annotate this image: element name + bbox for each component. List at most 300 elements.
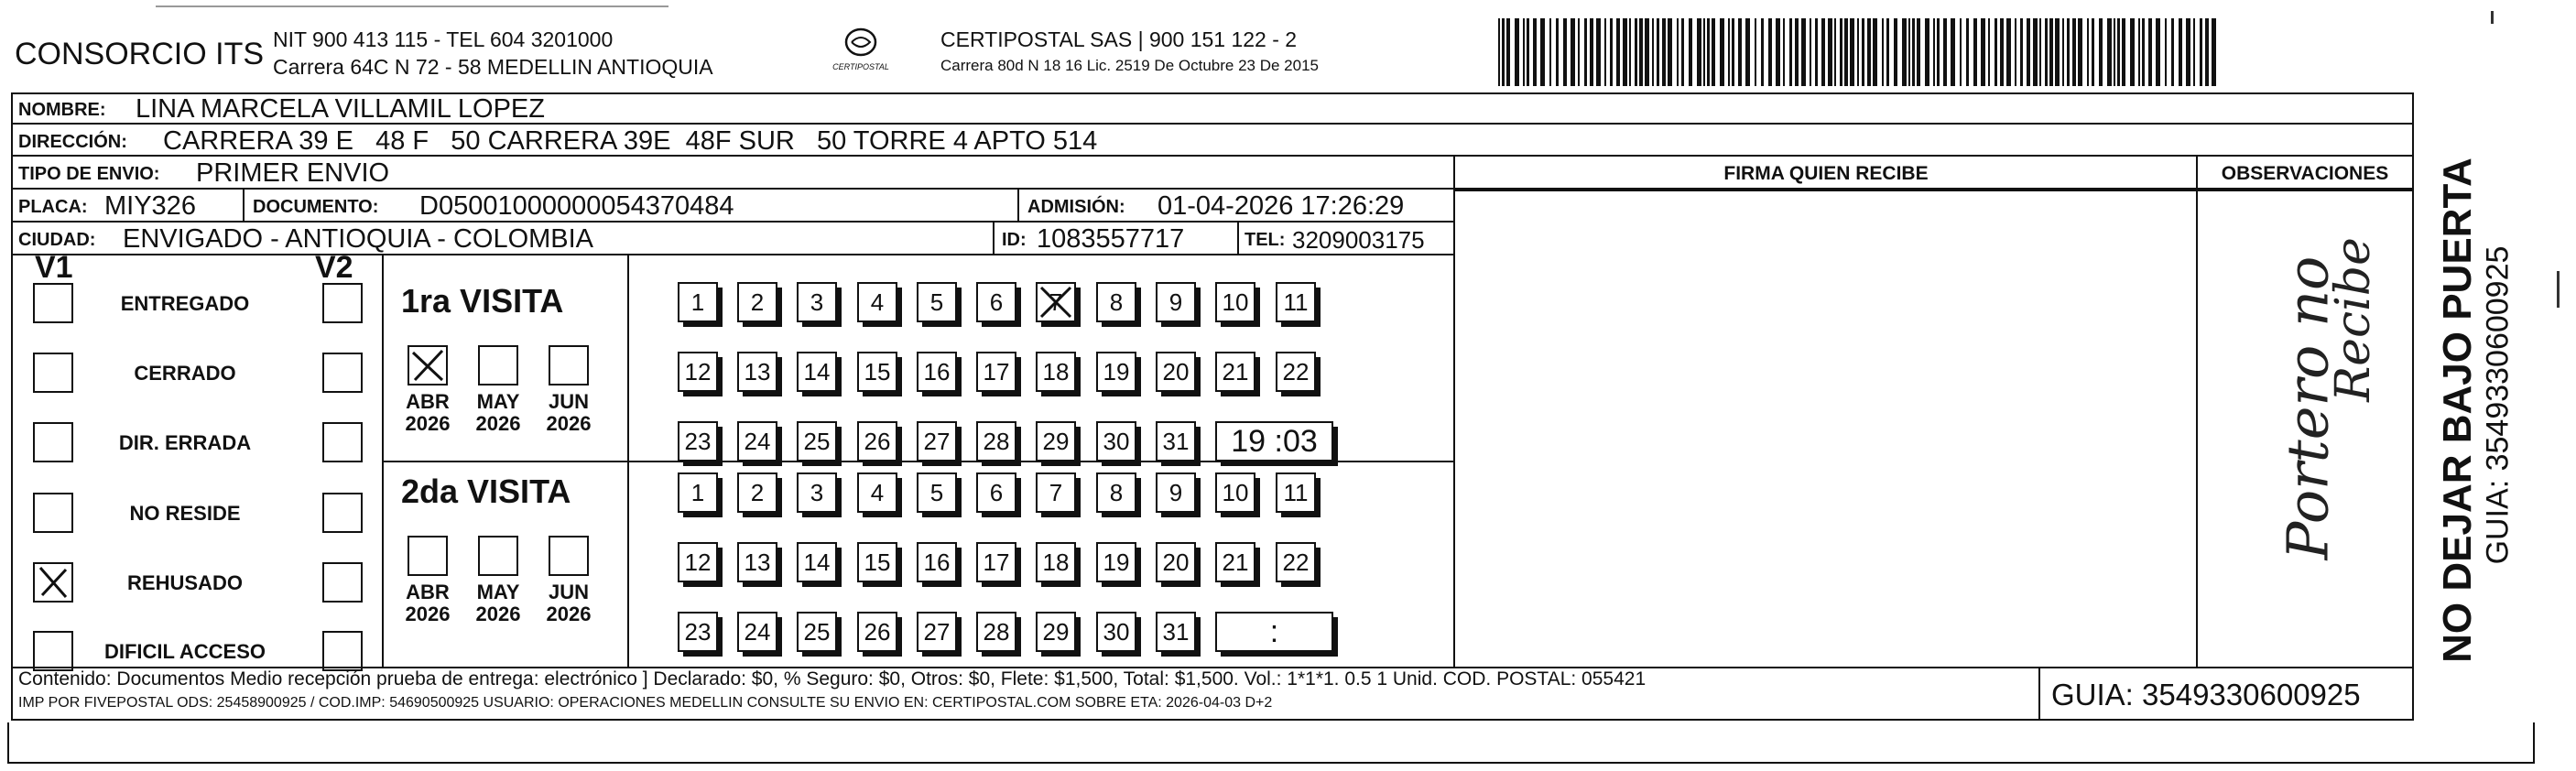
second-visit-month-checkbox[interactable] [408,536,448,576]
day-number: 2 [750,479,765,506]
barcode-bar [1523,18,1525,86]
status-v1-checkbox[interactable] [33,631,73,671]
status-v1-checkbox[interactable] [33,493,73,533]
day-number: 10 [1222,479,1249,506]
check-mark-icon [35,564,71,601]
barcode-bar [1844,18,1848,86]
barcode-bar [1937,18,1940,86]
second-visit-day-box[interactable] [1215,542,1255,582]
first-visit-day-box[interactable] [917,282,957,322]
barcode-bar [2186,18,2190,86]
barcode-bar [2020,18,2023,86]
month-name: JUN [548,581,589,603]
month-year: 2026 [475,412,521,435]
check-mark-icon [409,347,446,384]
first-visit-day-box[interactable] [1096,421,1136,462]
barcode-bar [1789,18,1792,86]
status-v1-checkbox[interactable] [33,422,73,462]
barcode-bar [1502,18,1505,86]
barcode-bar [1966,18,1969,86]
day-number: 13 [744,548,771,576]
barcode-bar [1795,18,1799,86]
second-visit-day-box[interactable] [1096,542,1136,582]
footer-line-2: IMP POR FIVEPOSTAL ODS: 25458900925 / COD.IMP: 54690500925 USUARIO: OPERACIONES MEDELLIN CONSULTE SU ENVIO EN: CERTIPOSTAL.COM SOBRE ETA: 2026-04-03 D+2 [18,695,1273,711]
second-visit-day-box[interactable] [1036,612,1076,652]
day-number: 17 [983,548,1010,576]
first-visit-day-box[interactable] [1156,421,1196,462]
first-visit-day-box[interactable] [797,352,837,392]
barcode-bar [2165,18,2167,86]
day-number: 9 [1168,479,1183,506]
first-visit-day-box[interactable] [1276,282,1316,322]
barcode-bar [1556,18,1559,86]
company-name: CONSORCIO ITS [15,37,265,71]
day-number: 20 [1162,358,1190,386]
second-visit-day-box[interactable] [797,542,837,582]
placa-label: PLACA: [18,197,88,217]
barcode-bar [2006,18,2011,86]
day-number: 30 [1103,428,1130,455]
first-visit-month-label [466,391,530,435]
first-visit-time-box[interactable] [1215,421,1333,462]
second-visit-day-box[interactable] [1096,612,1136,652]
barcode-bar [1902,18,1907,86]
row-direccion [13,125,2412,157]
month-year: 2026 [475,603,521,625]
barcode-bar [2179,18,2182,86]
barcode-bar [1768,18,1772,86]
barcode-bar [2130,18,2135,86]
day-number: 23 [684,618,712,646]
first-visit-month-label [537,391,601,435]
barcode-bar [1689,18,1692,86]
day-number: 27 [923,618,951,646]
barcode-bar [1616,18,1620,86]
barcode-bar [1549,18,1551,86]
barcode-bar [2092,18,2094,86]
barcode-bar [1821,18,1825,86]
certipostal-logo-icon [806,24,916,60]
barcode-bar [1668,18,1672,86]
barcode-bar [2027,18,2030,86]
barcode-bar [1862,18,1864,86]
day-number: 13 [744,358,771,386]
tipo-label: TIPO DE ENVIO: [18,164,160,184]
day-number: 27 [923,428,951,455]
barcode-bar [2055,18,2060,86]
barcode-bar [1728,18,1730,86]
barcode-bar [1571,18,1575,86]
status-label: CERRADO [134,362,236,385]
barcode-bar [1610,18,1613,86]
barcode-bar [1657,18,1659,86]
month-name: ABR [406,390,450,413]
logo-text: CERTIPOSTAL [832,62,889,71]
day-number: 6 [989,479,1004,506]
barcode-bar [2072,18,2076,86]
second-visit-day-box[interactable] [678,472,718,513]
day-number: 7 [1049,479,1063,506]
row-nombre [13,92,2412,125]
barcode-bar [1745,18,1750,86]
first-visit-month-checkbox[interactable] [549,345,589,386]
barcode-bar [1951,18,1955,86]
first-visit-day-box[interactable] [678,282,718,322]
v2-label: V2 [315,250,353,285]
second-visit-day-box[interactable] [857,612,897,652]
first-visit-day-box[interactable] [1156,352,1196,392]
status-v1-checkbox[interactable] [33,353,73,393]
barcode-bar [2205,18,2209,86]
barcode-bar [1810,18,1811,86]
day-number: 7 [1049,288,1063,316]
barcode-bar [2142,18,2145,86]
second-visit-day-box[interactable] [917,542,957,582]
day-number: 28 [983,618,1010,646]
first-visit-day-box[interactable] [1036,282,1076,322]
direccion-label: DIRECCIÓN: [18,132,127,152]
handwritten-line-1: Portero no [2274,255,2342,560]
status-v1-checkbox[interactable] [33,562,73,603]
admision-label: ADMISIÓN: [1027,197,1125,217]
barcode-bar [1894,18,1897,86]
first-visit-day-box[interactable] [678,421,718,462]
first-visit-day-box[interactable] [1156,282,1196,322]
barcode-bar [1840,18,1842,86]
first-visit-month-checkbox[interactable] [478,345,518,386]
documento-value: D05001000000054370484 [419,191,734,221]
day-number: 3 [810,479,824,506]
day-number: 12 [684,548,712,576]
day-number: 19 [1103,548,1130,576]
day-number: 12 [684,358,712,386]
day-number: 1 [690,288,705,316]
month-name: ABR [406,581,450,603]
scan-line-top [156,5,668,7]
day-number: 31 [1162,618,1190,646]
second-visit-day-box[interactable] [917,612,957,652]
barcode-bar [2156,18,2160,86]
tel-value: 3209003175 [1292,226,1425,254]
barcode-bar [1578,18,1580,86]
status-label: ENTREGADO [120,292,250,315]
first-visit-day-box[interactable] [857,421,897,462]
first-visit-day-box[interactable] [737,352,777,392]
second-visit-day-box[interactable] [1156,472,1196,513]
barcode-bar [1677,18,1679,86]
day-number: 31 [1162,428,1190,455]
status-section [13,250,384,667]
barcode-bar [1873,18,1877,86]
barcode-bar [2212,18,2216,86]
day-number: 16 [923,358,951,386]
second-visit-day-box[interactable] [976,612,1016,652]
barcode-bar [1533,18,1537,86]
firma-label: FIRMA QUIEN RECIBE [1723,163,1929,184]
second-visit-day-box[interactable] [797,472,837,513]
barcode-bar [1703,18,1705,86]
barcode-bar [1515,18,1519,86]
divider-signature [1453,157,1455,667]
second-visit-month-checkbox[interactable] [478,536,518,576]
status-v2-checkbox[interactable] [322,493,363,533]
day-number: 30 [1103,618,1130,646]
row-ciudad [13,223,1453,255]
first-visit-day-box[interactable] [797,421,837,462]
first-visit-day-box[interactable] [737,421,777,462]
first-visit-day-box[interactable] [917,421,957,462]
first-visit-day-box[interactable] [1096,352,1136,392]
barcode-bar [1882,18,1884,86]
barcode-bar [2062,18,2064,86]
second-visit-day-box[interactable] [1276,542,1316,582]
observacion-handwritten [2198,191,2414,667]
barcode-bar [1917,18,1920,86]
barcode-bar [1720,18,1724,86]
second-visit-day-box[interactable] [1276,472,1316,513]
first-visit-day-box[interactable] [1096,282,1136,322]
first-visit-day-box[interactable] [1276,352,1316,392]
second-visit-day-box[interactable] [917,472,957,513]
day-number: 11 [1283,479,1309,506]
footer-line-1: Contenido: Documentos Medio recepción prueba de entrega: electrónico ] Declarado: $0, % Seguro: $0, Otros: $0, Flete: $1,500, Total: $1,500. Vol.: 1*1*1. 0.5 1 Unid. COD. POSTAL: 055421 [18,668,1647,690]
month-year: 2026 [546,412,592,435]
day-number: 8 [1109,479,1124,506]
day-number: 4 [870,288,885,316]
barcode-bar [2033,18,2038,86]
margin-mark [2491,11,2494,24]
second-visit-day-box[interactable] [737,542,777,582]
status-label: DIFICIL ACCESO [103,640,266,663]
second-visit-day-box[interactable] [857,472,897,513]
first-visit-month-label [396,391,460,435]
barcode-bar [2015,18,2016,86]
barcode-bar [2099,18,2103,86]
first-visit-day-box[interactable] [737,282,777,322]
second-visit-day-box[interactable] [737,472,777,513]
footer-guia-box [2038,667,2040,721]
first-visit-day-box[interactable] [857,352,897,392]
status-v2-checkbox[interactable] [322,562,363,603]
day-number: 8 [1109,288,1124,316]
second-visit-day-box[interactable] [737,612,777,652]
barcode-bar [1973,18,1977,86]
barcode-bar [2138,18,2140,86]
barcode-bar [1584,18,1587,86]
admision-value: 01-04-2026 17:26:29 [1158,191,1405,221]
second-visit-day-box[interactable] [976,472,1016,513]
second-visit-day-box[interactable] [1036,472,1076,513]
second-visit-month-label [466,581,530,625]
day-number: 25 [803,618,831,646]
placa-value: MIY326 [104,191,196,221]
barcode-bar [1732,18,1734,86]
barcode-bar [1498,18,1500,86]
barcode-bar [1981,18,1985,86]
first-visit-day-box[interactable] [678,352,718,392]
day-number: 20 [1162,548,1190,576]
day-number: 24 [744,618,771,646]
barcode-bar [2200,18,2202,86]
first-visit-day-box[interactable] [1036,352,1076,392]
day-number: 6 [989,288,1004,316]
first-visit-day-box[interactable] [857,282,897,322]
barcode-bar [1629,18,1631,86]
month-name: MAY [476,390,520,413]
barcode-bar [2000,18,2004,86]
first-visit-day-box[interactable] [917,352,957,392]
barcode-bar [1652,18,1654,86]
side-text [2418,92,2518,721]
id-value: 1083557717 [1037,224,1185,254]
status-v1-checkbox[interactable] [33,283,73,323]
barcode-bar [1755,18,1756,86]
second-visit-day-box[interactable] [797,612,837,652]
month-name: MAY [476,581,520,603]
barcode-bar [2114,18,2115,86]
barcode-bar [1527,18,1529,86]
day-number: 18 [1042,358,1070,386]
day-number: 26 [864,618,891,646]
barcode-bar [1639,18,1643,86]
first-visit-day-box[interactable] [976,421,1016,462]
first-visit-label: 1ra VISITA [401,282,564,320]
first-visit-day-box[interactable] [1215,282,1255,322]
ciudad-value: ENVIGADO - ANTIOQUIA - COLOMBIA [123,224,594,254]
day-number: 1 [690,479,705,506]
barcode-bar [1761,18,1764,86]
barcode-bar [2117,18,2120,86]
barcode-bar [1943,18,1947,86]
barcode-bar [2078,18,2082,86]
barcode-bar [2039,18,2041,86]
barcode-bar [1697,18,1701,86]
day-number: 2 [750,288,765,316]
status-v2-checkbox[interactable] [322,631,363,671]
second-visit-month-checkbox[interactable] [549,536,589,576]
barcode-bar [1776,18,1780,86]
day-number: 15 [864,358,891,386]
bottom-strip [7,722,2535,764]
barcode-bar [1506,18,1510,86]
day-number: 25 [803,428,831,455]
barcode-bar [1681,18,1684,86]
first-visit-day-box[interactable] [1215,352,1255,392]
barcode-bar [1960,18,1962,86]
second-visit-day-box[interactable] [976,542,1016,582]
status-label: NO RESIDE [129,502,241,525]
month-year: 2026 [546,603,592,625]
second-visit-day-box[interactable] [857,542,897,582]
observaciones-label: OBSERVACIONES [2221,163,2389,184]
footer-guia: GUIA: 3549330600925 [2051,678,2361,711]
second-visit-day-box[interactable] [1156,612,1196,652]
barcode-bar [1712,18,1715,86]
side-line-1: NO DEJAR BAJO PUERTA [2435,157,2480,663]
first-visit-day-box[interactable] [1036,421,1076,462]
status-v2-checkbox[interactable] [322,283,363,323]
barcode [1498,18,2222,86]
day-number: 11 [1283,288,1309,316]
second-visit-label: 2da VISITA [401,472,571,510]
day-number: 22 [1282,548,1310,576]
second-visit-day-box[interactable] [1156,542,1196,582]
day-number: 4 [870,479,885,506]
status-v2-checkbox[interactable] [322,353,363,393]
second-visit-day-box[interactable] [1096,472,1136,513]
barcode-bar [1815,18,1818,86]
day-number: 9 [1168,288,1183,316]
barcode-bar [2049,18,2053,86]
barcode-bar [1850,18,1854,86]
status-v2-checkbox[interactable] [322,422,363,462]
barcode-bar [2148,18,2152,86]
barcode-bar [1738,18,1742,86]
day-number: 22 [1282,358,1310,386]
barcode-bar [2067,18,2070,86]
day-number: 28 [983,428,1010,455]
barcode-bar [1707,18,1710,86]
nombre-value: LINA MARCELA VILLAMIL LOPEZ [136,94,545,124]
barcode-bar [2193,18,2195,86]
barcode-bar [1834,18,1836,86]
first-visit-day-box[interactable] [976,352,1016,392]
row-placa [13,190,1453,223]
barcode-bar [1933,18,1935,86]
barcode-bar [1645,18,1649,86]
barcode-bar [1912,18,1915,86]
v1-label: V1 [35,250,73,285]
barcode-bar [1908,18,1910,86]
day-number: 3 [810,288,824,316]
first-visit-day-box[interactable] [797,282,837,322]
day-number: 21 [1222,358,1249,386]
courier-line: CERTIPOSTAL SAS | 900 151 122 - 2 [940,27,1298,51]
second-visit-day-box[interactable] [1215,472,1255,513]
barcode-bar [1988,18,1990,86]
second-visit-month-label [396,581,460,625]
handwritten-line-2: Recibe [2326,237,2381,402]
day-number: 23 [684,428,712,455]
first-visit-day-box[interactable] [976,282,1016,322]
status-label: REHUSADO [127,571,243,594]
barcode-bar [1828,18,1832,86]
barcode-bar [2107,18,2112,86]
first-visit-time: 19 :03 [1231,424,1318,459]
barcode-bar [1857,18,1859,86]
address-line: Carrera 64C N 72 - 58 MEDELLIN ANTIOQUIA [273,55,713,79]
barcode-bar [2171,18,2174,86]
second-visit-day-box[interactable] [678,612,718,652]
first-visit-month-checkbox[interactable] [408,345,448,386]
day-number: 26 [864,428,891,455]
day-number: 19 [1103,358,1130,386]
id-label: ID: [1002,230,1027,250]
barcode-bar [1801,18,1806,86]
day-number: 16 [923,548,951,576]
day-number: 5 [929,288,944,316]
tipo-value: PRIMER ENVIO [196,158,390,188]
barcode-bar [1563,18,1567,86]
second-visit-time-box[interactable] [1215,612,1333,652]
barcode-bar [2122,18,2125,86]
second-visit-month-label [537,581,601,625]
second-visit-day-box[interactable] [678,542,718,582]
barcode-bar [1540,18,1545,86]
courier-sub: Carrera 80d N 18 16 Lic. 2519 De Octubre 23 De 2015 [940,57,1319,74]
nombre-label: NOMBRE: [18,100,106,120]
second-visit-day-box[interactable] [1036,542,1076,582]
